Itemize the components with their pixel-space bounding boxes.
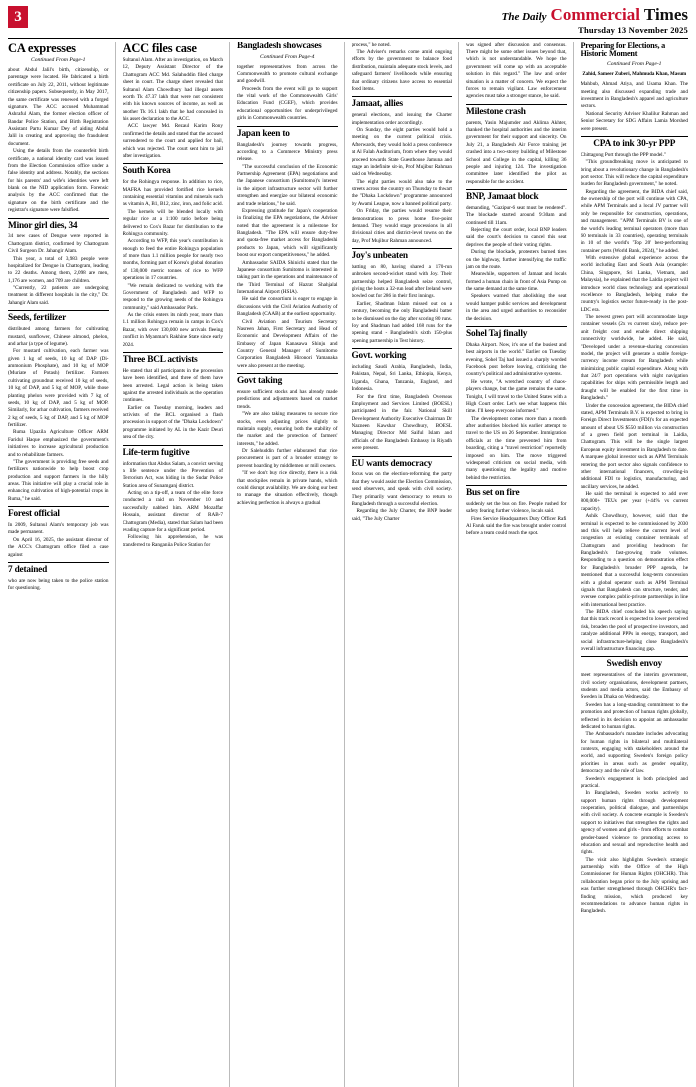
article-paragraph: He said the consortium is eager to engage in discussions with the Civil Aviation Authority of Bangladesh (CAAB) at the earliest opportunity. — [237, 296, 338, 318]
article-paragraph: Mahbub, Ahmad Atiya, and Usama Khan. The meeting also discussed expanding trade and investment in Bangladesh's apparel and agriculture sectors. — [580, 81, 688, 110]
section-divider — [466, 485, 567, 486]
article-paragraph: Proceeds from the event will go to support the vital work of the Commonwealth Girls' Education Fund (CGEF), which provides educational opportunities for underprivileged girls in Commonwealth countries. — [237, 85, 338, 122]
article-paragraph: Dr Salehuddin further elaborated that rice procurement is part of a broader strategy to prevent hoarding by middlemen or mill owners. — [237, 448, 338, 469]
jamaat-allies-headline[interactable]: Jamaat, allies — [351, 99, 403, 110]
article-paragraph: for the Rohingya response. In addition to rice, MAFRA has provided fortified rice kernels containing essential vitamins and minerals such as vitamin A, B1, B12, zinc, iron, and folic acid. — [122, 179, 223, 208]
article-paragraph: including Saudi Arabia, Bangladesh, India, Pakistan, Nepal, Sri Lanka, Ethiopia, Kenya, Uganda, Ghana, Tanzania, England, and Indonesia. — [351, 364, 452, 393]
joys-unbeaten-body — [352, 264, 453, 345]
article-paragraph: Bangladesh's journey towards progress, according to a Commerce Ministry press release. — [237, 141, 338, 163]
bnp-jamaat-block-body — [466, 205, 567, 323]
article-paragraph: Ashik Chowdhury, however, said that the terminal is expected to be commissioned by 2030 and this will help relieve the current level of congestion at existing container terminals of Chattogram and providing headroom for Bangladesh's fast-growing trade volumes. Responding to a question on demonstration effect for Bangladesh's broader PPP agenda, he mentioned that a successful long-term concession with a global operator such as APM Terminal signals that Bangladesh can structure, tender, and oversee complex public-private partnerships in line with international best practice. — [580, 513, 688, 608]
article-paragraph: During the blockade, protesters burned tires on the highway, further intensifying the traffic jam on the route. — [466, 249, 567, 270]
article-paragraph: The development comes more than a month after authorities blocked his earlier attempt to travel to the US on 26 September. Immigration officials at the time prevented him from boarding, citing a "travel restriction" reportedly imposed on him. The move triggered widespread criticism on social media, with many questioning the legality and motive behind the restriction. — [466, 415, 567, 481]
article-paragraph: "If we don't buy rice directly, there is a risk that stockpiles remain in private hands, which could disrupt availability. We are doing our best to manage the situation effectively, though achieving perfection is always a gradual — [237, 470, 338, 506]
article-paragraph: suddenly set the bus on fire. People rushed for safety fearing further violence, locals said. — [466, 500, 567, 515]
article-paragraph: process," he noted. — [351, 41, 391, 48]
article-paragraph: Expressing gratitude for Japan's cooperation in finalizing the EPA negotiations, the Adviser noted that the agreement is a milestone for Bangladesh. "The EPA will ensure duty-free and quota-free market access for Bangladeshi products to Japan, which will significantly boost our export competitiveness," he added. — [237, 207, 338, 259]
article-paragraph: Ruma Upazila Agriculture Officer ARM Faridul Haque emphasized the government's initiatives to increase agricultural production and to rehabilitate farmers. — [8, 429, 109, 458]
milestone-crash-headline[interactable]: Milestone crash — [466, 106, 526, 117]
sohel-taj-finally-headline[interactable]: Sohel Taj finally — [466, 328, 528, 339]
article-paragraph: The Adviser's remarks come amid ongoing efforts by the government to balance food distribution, maintain adequate stock levels, and safeguard farmers' livelihoods while ensuring that ordinary citizens have access to essential food items. — [351, 49, 452, 92]
article-paragraph: together representatives from across the Commonwealth to promote cultural exchange and goodwill. — [237, 63, 338, 85]
bangladesh-showcases-body — [237, 64, 338, 123]
article-paragraph: Ambassador SAIDA Shinichi stated that the Japanese consortium Sumitomo is interested in taking part in the operations and maintenance of the Third Terminal of Hazrat Shahjalal International Airport (HSIA). — [237, 259, 338, 296]
sohel-taj-finally-body — [466, 342, 567, 482]
article-paragraph: focus was on the election-reforming the party that they would assist the Election Commission, send observers, and speak with civil society. They primarily want democracy to return to Bangladesh through a successful election. — [351, 471, 452, 507]
article-paragraph: Regarding the July Charter, the BNP leader said, "The July Charter — [351, 508, 452, 522]
col4-continuation — [352, 42, 453, 94]
seven-detained-headline[interactable]: 7 detained — [8, 564, 48, 575]
acc-files-case-headline[interactable]: ACC files case — [122, 41, 197, 55]
eu-wants-democracy-body — [352, 471, 453, 523]
article-paragraph: Sweden's engagement is both principled and practical. — [580, 775, 688, 789]
article-paragraph: Acting on a tip-off, a team of the elite force conducted a raid on November 10 and successfully nabbed him. ARM Mozaffar Hossain, assistant director of RAB-7 Chattogram (Media), stated that Salam had been evading capture for a significant period. — [122, 490, 223, 533]
article-paragraph: Sultanul Alam. After an investigation, on March 12, Deputy Assistant Director of the Chattogram ACC Md. Salahuddin filed charge sheet in court. The charge sheet revealed that Sultanul Alam Chowdhury had illegal assets worth Tk 47.37 lakh that were not consistent with his known sources of income, as well as another Tk 16.1 lakh that he had concealed in his asset declaration to the ACC. — [122, 57, 223, 123]
article-paragraph: As the crisis enters its ninth year, more than 1.1 million Rohingya remain in camps in Cox's Bazar, with over 130,000 new arrivals fleeing conflict in Myanmar's Rakhine State since early 2024. — [122, 312, 223, 348]
article-paragraph: ensure sufficient stocks and has already made predictions and adjustments based on market trends. — [237, 389, 338, 410]
govt-taking-body — [237, 389, 338, 507]
seeds-fertilizer-headline[interactable]: Seeds, fertilizer — [8, 313, 67, 324]
bangladesh-showcases-continued: Continued From Page-4 — [260, 53, 315, 60]
article-paragraph: "The successful conclusion of the Economic Partnership Agreement (EPA) negotiations and the Japanese consortium (Sumitomo)'s interest in the airport infrastructure sector will further strengthen and energize our bilateral economic and trade relations," he said. — [237, 163, 338, 207]
masthead-times: Times — [643, 5, 688, 24]
section-divider — [8, 562, 109, 563]
newspaper-column — [123, 42, 231, 1087]
bus-set-on-fire-body — [466, 501, 567, 538]
newspaper-column — [237, 42, 345, 1087]
section-divider — [466, 104, 567, 105]
ca-expresses-headline[interactable]: CA expresses — [8, 41, 76, 55]
section-divider — [352, 248, 453, 249]
govt-working-headline[interactable]: Govt. working — [351, 351, 407, 362]
article-paragraph: Earlier on Tuesday morning, leaders and activists of the BCL organised a flash procession in support of the "Dhaka Lockdown" programme initiated by AL in the Kazir Deuri area of the city. — [122, 404, 223, 441]
life-term-fugitive-headline[interactable]: Life-term fugitive — [122, 447, 190, 458]
article-paragraph: On Sunday, the eight parties would hold a meeting on the current political crisis. Afterwards, they would hold a press conference at Al Falah Auditorium, from where they would proceed towards State Guesthouse Jamuna and stage an indefinite sit-in, Prof Mujibur Rahman said on Wednesday. — [351, 127, 452, 178]
section-divider — [8, 310, 109, 311]
masthead-the: The Daily — [501, 11, 547, 23]
govt-taking-headline[interactable]: Govt taking — [237, 376, 283, 387]
cpa-30yr-ppp-body — [581, 152, 689, 654]
article-paragraph: Using the details from the counterfeit birth certificate, a national identity card was issued from the Election Commission office under a false identity and address. Notably, the sections for his parents' and wife's identities were left blank on the NID application form. Forensic analysis by the ACC confirmed that the signature on the birth certificate and the registrar's signature were falsified. — [8, 148, 109, 214]
col5-continuation — [466, 42, 567, 101]
minor-girl-headline[interactable]: Minor girl dies, 34 — [8, 220, 78, 231]
article-paragraph: "The government is providing free seeds and fertilizers nationwide to help boost crop production and support farmers in the hilly areas. This initiative will play a crucial role in enhancing cultivation of high-potential crops in Ruma," he said. — [8, 458, 109, 502]
section-divider — [8, 218, 109, 219]
article-paragraph: He wrote, "A wretched country of chaos-players change, but the game remains the same. Tonight, I will travel to the United States with a High Court order. Let's see what happens this time. I'll keep everyone informed." — [466, 378, 567, 415]
preparing-elections-byline: Zahid, Sameer Zuberi, Mahmuda Khan, Masum — [582, 72, 687, 78]
masthead-date: Thursday 13 November 2025 — [578, 24, 688, 35]
newspaper-column — [8, 42, 116, 1087]
page-number: 3 — [8, 6, 28, 28]
article-paragraph: This year, a total of 3,983 people were hospitalized for Dengue in Chattogram, leading to 22 deaths. Among them, 2,098 are men, 1,176 are women, and 709 are children. — [8, 255, 109, 284]
article-paragraph: who are now being taken to the police station for questioning. — [8, 577, 109, 592]
acc-files-case-body — [123, 57, 224, 160]
cpa-30yr-ppp-headline[interactable]: CPA to ink 30-yr PPP — [593, 138, 676, 149]
article-paragraph: "This groundbreaking move is anticipated to bring about a revolutionary change in Bangladesh's port sector. This will reduce the capital expenditure burden for Bangladesh government," he noted. — [580, 159, 688, 188]
newspaper-column — [352, 42, 460, 1087]
ca-expresses-continued: Continued From Page-1 — [31, 57, 86, 64]
south-korea-headline[interactable]: South Korea — [122, 166, 171, 177]
section-divider — [8, 506, 109, 507]
section-divider — [466, 189, 567, 190]
article-paragraph: Earlier, Shadman Islam missed out on a century, becoming the only Bangladeshi batter to be dismissed on the day after scoring 80 runs. Joy and Shadman had added 168 runs for the opening stand - Bangladesh's sixth 150-plus opening partnership in Test history. — [351, 300, 452, 344]
article-paragraph: meet representatives of the interim government, civil society organisations, development partners, students and media actors, said the Embassy of Sweden in Dhaka on Wednesday. — [580, 672, 688, 701]
newspaper-column — [581, 42, 689, 1087]
section-divider — [123, 163, 224, 164]
article-paragraph: 34 new cases of Dengue were reported in Chattogram district, confirmed by Chattogram Civil Surgeon Dr. Jahangir Alam. — [8, 233, 109, 255]
eu-wants-democracy-headline[interactable]: EU wants democracy — [351, 458, 433, 469]
article-paragraph: about Abdul Jalil's birth, citizenship, or parentage were located. He fabricated a birth certificate on July 22, 2011, without legitimate citizenship papers. Subsequently, in May 2017, the same certificate was renewed with a forged signature. The ACC accused Muhammad Ashraful Alam, the former election officer of Bandar Police Station, and Birth Registration Assistant Partu Kumar Dey of aiding Abdul Jalil in creating and approving the fraudulent document. — [8, 67, 109, 147]
article-paragraph: The BIDA chief concluded his speech saying that this track record is expected to lower perceived risk, broaden the pool of prospective investors, and catalyze additional PPPs in energy, transport, and social infrastructure-helping close Bangladesh's overall infrastructure financing gap. — [580, 609, 688, 652]
article-paragraph: The visit also highlights Sweden's strategic partnership with the Office of the High Commissioner for Human Rights (OHCHR). This collaboration began prior to the July uprising and was further strengthened through OHCHR's fact-finding mission, which produced key recommendations to advance human rights in Bangladesh. — [580, 856, 688, 915]
masthead-nameplate — [502, 6, 688, 25]
article-paragraph: general elections, and issuing the Charter implementation order accordingly. — [351, 112, 452, 126]
seeds-fertilizer-body — [8, 326, 109, 503]
section-divider — [466, 326, 567, 327]
section-divider — [237, 126, 338, 127]
article-paragraph: On Friday, the parties would resume their demonstrations to press home five-point demand. They would stage processions in all divisional cities and district-level towns on the day, Prof Mujibur Rahman announced. — [351, 208, 452, 244]
article-paragraph: Dhaka Airport. Now, it's one of the busiest and best airports in the world." Earlier on Tuesday evening, Sohel Taj had issued a sharply worded Facebook post before leaving, criticising the country's political and administrative systems. — [466, 341, 567, 378]
article-paragraph: Following his apprehension, he was transferred to Ranganiia Police Station for — [122, 534, 223, 548]
south-korea-body — [123, 179, 224, 349]
three-bcl-activists-headline[interactable]: Three BCL activists — [122, 354, 198, 365]
article-paragraph: Civil Aviation and Tourism Secretary Nasreen Jahan, First Secretary and Head of Economic and Development Affairs of the Embassy of Japan Kanasawa Shinju and Country General Manager of Sumitomo Corporation Bangladesh Hironori Yamanaka were also present at the meeting. — [237, 318, 338, 369]
article-paragraph: Sweden has a long-standing commitment to the promotion and protection of human rights globally, reflected in its decision to appoint an ambassador dedicated to human rights. — [580, 701, 688, 730]
article-paragraph: Chittagong Port through the PPP model." — [580, 151, 667, 158]
bangladesh-showcases-headline[interactable]: Bangladesh showcases — [237, 41, 322, 51]
column-grid — [8, 42, 688, 1087]
article-paragraph: ACC lawyer Md. Rezaul Karim Rony confirmed the details and stated that the accused surrendered to the court and applied for bail, which was rejected. The court sent him to jail after investigation. — [122, 123, 223, 159]
article-paragraph: In Bangladesh, Sweden works actively to support human rights through development cooperation, political dialogue, and partnerships with civil society. A concrete example is Sweden's support to initiatives that strengthen the rights and agency of women and girls - from efforts to combat gender-based violence to promoting access to education and sexual and reproductive health and rights. — [580, 790, 688, 856]
forest-official-headline[interactable]: Forest official — [8, 509, 60, 520]
article-paragraph: Rejecting the court order, local BNP leaders said the court's decision to cancel this seat deprives the people of their voting rights. — [466, 227, 567, 248]
joys-unbeaten-headline[interactable]: Joy's unbeaten — [351, 251, 408, 262]
section-divider — [352, 96, 453, 97]
article-paragraph: "We are also taking measures to secure rice stocks, even adjusting prices slightly to maintain supply, ensuring both the stability of the market and the protection of farmers' interests," he added. — [237, 411, 338, 447]
section-divider — [352, 348, 453, 349]
article-paragraph: batting on 80, having shared a 170-run unbroken second-wicket stand with Joy. Their partnership helped Bangladesh seize control, giving the hosts a 32-run lead after Ireland were bowled out for 286 in their first innings. — [351, 263, 452, 300]
article-paragraph: According to WFP, this year's contribution is enough to feed the entire Rohingya population of more than 1.1 million people for nearly two months, forming part of Korea's global donation of 130,000 metric tonnes of rice to WFP operations in 17 countries. — [122, 238, 223, 282]
article-paragraph: parents, Yasin Majumder and Aklima Akhter, thanked the hospital authorities and the interim government for their support and sincerity. On July 21, a Bangladesh Air Force training jet crashed into a two-storey building of Milestone School and College in the capital, killing 36 people and injuring 124. The investigation committee later identified the pilot as responsible for the accident. — [466, 119, 567, 185]
article-paragraph: demanding, "Gazipur-6 seat must be rendered". The blockade started around 9:30am and continued till 11am. — [466, 204, 567, 226]
article-paragraph: The eight parties would also take to the streets across the country on Thursday to thwart the "Dhaka Lockdown" programme announced by Awami League, now a banned political party. — [351, 178, 452, 207]
bnp-jamaat-block-headline[interactable]: BNP, Jamaat block — [466, 192, 539, 203]
govt-working-body — [352, 364, 453, 453]
minor-girl-body — [8, 233, 109, 307]
preparing-elections-body — [581, 81, 689, 133]
milestone-crash-body — [466, 120, 567, 186]
article-paragraph: With extensive global experience across the world including East and South Asia (example: China, Singapore, Sri Lanka, Vietnam, and Malaysia), he explained that the Laldia project will introduce world class technology and operational excellence to Bangladesh, helping make the country's logistics sector future-ready in the post-LDC era. — [580, 255, 688, 313]
article-paragraph: Under the concession agreement, the BIDA chief stated, APM Terminals B.V. is expected to bring in Foreign Direct Investments (FDI)'s for an expected amount of about US $550 million via construction of a green field port terminal in Laidia, Chattogram. This will be the single largest European equity investment in Bangladesh to date. A marquee global investor such as APM Terminals entering the port sector also signals confidence to other international financers, crowding-in additional FDI to logistics, manufacturing, and ancillary services, he added. — [580, 402, 688, 490]
forest-official-body — [8, 522, 109, 559]
section-divider — [352, 456, 453, 457]
newspaper-column — [466, 42, 574, 1087]
article-paragraph: "Currently, 22 patients are undergoing treatment in different hospitals in the city," Dr. Jahangir Alam said. — [8, 285, 109, 306]
article-paragraph: "We remain dedicated to working with the Government of Bangladesh and WFP to respond to the growing needs of the Rohingya community," said Ambassador Park. — [122, 282, 223, 311]
masthead-title-block — [502, 6, 688, 35]
article-paragraph: For the first time, Bangladesh Overseas Employment and Services Limited (BOESL) participated in the fair. National Skill Development Authority Executive Chairman Dr Nazneen Kawshar Chowdhury, BOESL Managing Director Md Saiful Islam and officials of the Bangladesh Embassy in Riyadh were present. — [351, 393, 452, 452]
masthead-commercial: Commercial — [550, 5, 640, 24]
article-paragraph: The kernels will be blended locally with regular rice at a 1:100 ratio before being delivered to Cox's Bazar for distribution to the Rohingya community. — [122, 208, 223, 237]
swedish-envoy-body — [581, 672, 689, 915]
section-divider — [237, 373, 338, 374]
article-paragraph: In 2009, Sultanul Alam's temporary job was made permanent. — [8, 522, 109, 536]
article-paragraph: For mustard cultivation, each farmer was given 1 kg of seeds, 10 kg of DAP (Di-ammonium Phosphate), and 10 kg of MOP (Muriate of Potash) fertilizer. Farmers cultivating groundnut received 10 kg of seeds, 10 kg of DAP, and 5 kg of MOP, while those planting phelon were provided with 7 kg of seeds, 10 kg of DAP, and 5 kg of MOP. Similarly, for arhar cultivation, farmers received 2 kg of seeds, 5 kg of DAP, and 5 kg of MOP fertilizer. — [8, 348, 109, 429]
japan-keen-body — [237, 142, 338, 371]
bus-set-on-fire-headline[interactable]: Bus set on fire — [466, 488, 520, 499]
preparing-elections-headline[interactable]: Preparing for Elections, a Historic Moment — [580, 41, 666, 59]
section-divider — [123, 445, 224, 446]
three-bcl-activists-body — [123, 368, 224, 442]
jamaat-allies-body — [352, 112, 453, 245]
article-paragraph: He stated that all participants in the procession have been identified, and three of them have been arrested. Legal action is being taken against the arrested individuals as the operation continues. — [122, 367, 223, 404]
section-divider — [581, 136, 689, 137]
section-divider — [581, 656, 689, 657]
article-paragraph: The Ambassador's mandate includes advocating for human rights in bilateral and multilateral contexts, engaging with stakeholders around the world, and supporting Sweden's foreign policy priorities in areas such as gender equality, democracy and the rule of law. — [580, 731, 688, 775]
article-paragraph: Fires Service Headquarters Duty Officer Rafi Al Faruk said the fire was brought under control before a team could reach the spot. — [466, 515, 567, 537]
preparing-elections-continued: Continued From Page-1 — [607, 61, 662, 68]
seven-detained-body — [8, 578, 109, 593]
article-paragraph: National Security Adviser Khalilur Rahman and Senior Secretary for SDG Affairs Lamia Morshed were present. — [580, 110, 688, 132]
article-paragraph: Meanwhile, supporters of Jamaat and locals formed a human chain in front of Asia Pump on the same demand at the same time. — [466, 271, 567, 293]
article-paragraph: On April 16, 2025, the assistant director of the ACC's Chattogram office filed a case against — [8, 536, 109, 558]
japan-keen-headline[interactable]: Japan keen to — [237, 128, 290, 139]
article-paragraph: Speakers warned that abolishing the seat would hamper public services and development in the area and urged authorities to reconsider the decision. — [466, 293, 567, 322]
article-paragraph: information that Abdus Salam, a convict serving a life sentence under the Prevention of Terrorism Act, was hiding in the Sudar Police Station area of Sunamganj district. — [122, 460, 223, 489]
masthead — [8, 6, 688, 39]
article-paragraph: The newest green port will accommodate large container vessels (2x vs current size), reduce per-unit freight cost and enable direct shipping connectivity worldwide, he added. He said, "Developed under a revenue-sharing concession model, the project will generate a stable foreign-currency income stream for Bangladesh while minimizing public capital expenditure. Along with that 24/7 port operations with night navigation capabilities for ships with permissible length and draught will be enabled for the first time in Bangladesh." — [580, 314, 688, 402]
section-divider — [123, 352, 224, 353]
life-term-fugitive-body — [123, 461, 224, 550]
article-paragraph: He said the terminal is expected to add over 800,000+ TEUs per year (+44% vs current capacity). — [580, 491, 688, 512]
article-paragraph: distributed among farmers for cultivating mustard, sunflower, Chinese almond, phelon, and arhar (a type of legume). — [8, 326, 109, 347]
article-paragraph: Regarding the agreement, the BIDA chief said, the ownership of the port will continue with CPA, while APM Terminals and a local JV partner will only be responsible for construction, operations, and management. "APM Terminals BV is one of the world's leading terminal operators (more than 60 terminals in 33 countries), operating terminals in 10 of the world's 'Top 20' best-performing container ports (World Bank, 2024)," he added. — [580, 188, 688, 254]
ca-expresses-body — [8, 67, 109, 215]
article-paragraph: was signed after discussion and consensus. There might be some other issues beyond that, which is not understandable. We hope the government will come up with an acceptable solution in this regard." The law and order situation is a matter of concern. We expect the forces to remain vigilant. Law enforcement agencies must take a stronger stance, he said. — [466, 41, 567, 100]
swedish-envoy-headline[interactable]: Swedish envoy — [606, 659, 663, 670]
